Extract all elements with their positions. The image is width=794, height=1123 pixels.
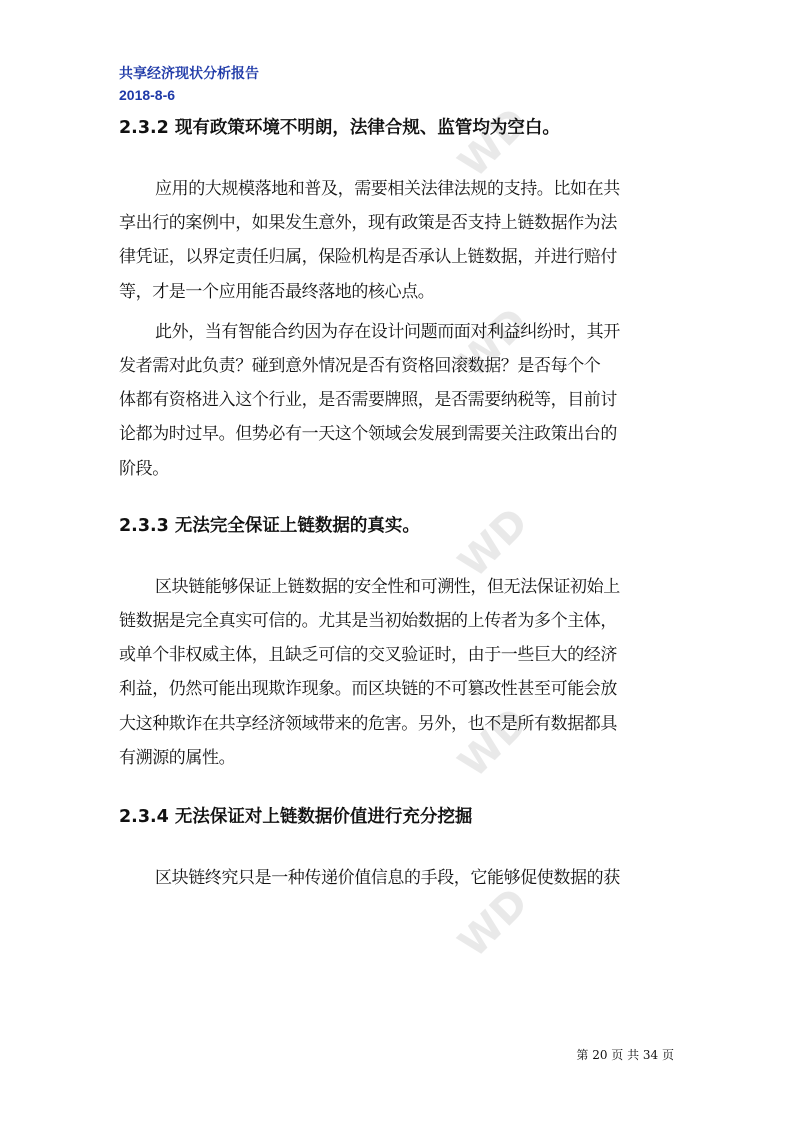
- paragraph-line: 律凭证，以界定责任归属，保险机构是否承认上链数据，并进行赔付: [119, 247, 617, 268]
- report-date: 2018-8-6: [119, 87, 176, 103]
- document-body: [119, 114, 675, 895]
- paragraph-line: 体都有资格进入这个行业，是否需要牌照，是否需要纳税等，目前讨: [119, 390, 617, 411]
- paragraph-line: 阶段。: [119, 458, 169, 479]
- watermark: WD WD WD WD WD: [450, 99, 538, 967]
- paragraph: [119, 315, 675, 486]
- paragraph: [119, 570, 675, 775]
- paragraph-line: 链数据是完全真实可信的。尤其是当初始数据的上传者为多个主体，: [119, 611, 617, 632]
- paragraph-line: 应用的大规模落地和普及，需要相关法律法规的支持。比如在共: [155, 179, 620, 199]
- paragraph-line: 此外，当有智能合约因为存在设计问题而面对利益纠纷时，其开: [155, 321, 620, 342]
- section-heading-2-3-4: 2.3.4 无法保证对上链数据价值进行充分挖掘: [119, 807, 473, 828]
- paragraph-line: 等，才是一个应用能否最终落地的核心点。: [119, 281, 435, 302]
- section-heading-2-3-2: 2.3.2 现有政策环境不明朗，法律合规、监管均为空白。: [119, 118, 560, 138]
- page-header: [119, 62, 259, 106]
- paragraph-line: 利益，仍然可能出现欺诈现象。而区块链的不可篡改性甚至可能会放: [119, 679, 617, 700]
- paragraph-line: 或单个非权威主体，且缺乏可信的交叉验证时，由于一些巨大的经济: [119, 645, 617, 666]
- paragraph-line: 区块链能够保证上链数据的安全性和可溯性，但无法保证初始上: [155, 576, 620, 597]
- paragraph-line: 论都为时过早。但势必有一天这个领域会发展到需要关注政策出台的: [119, 424, 617, 445]
- paragraph-line: 享出行的案例中，如果发生意外，现有政策是否支持上链数据作为法: [119, 213, 617, 234]
- section-heading-2-3-3: 2.3.3 无法完全保证上链数据的真实。: [119, 515, 420, 536]
- paragraph: [119, 861, 675, 895]
- paragraph: [119, 172, 675, 309]
- paragraph-line: 大这种欺诈在共享经济领域带来的危害。另外，也不是所有数据都具: [119, 713, 617, 734]
- report-title: 共享经济现状分析报告: [119, 65, 259, 81]
- paragraph-line: 发者需对此负责？碰到意外情况是否有资格回滚数据？是否每个个: [119, 356, 601, 377]
- paragraph-line: 有溯源的属性。: [119, 747, 236, 768]
- paragraph-line: 区块链终究只是一种传递价值信息的手段，它能够促使数据的获: [155, 868, 620, 889]
- page-number: 第 20 页 共 34 页: [576, 1048, 674, 1062]
